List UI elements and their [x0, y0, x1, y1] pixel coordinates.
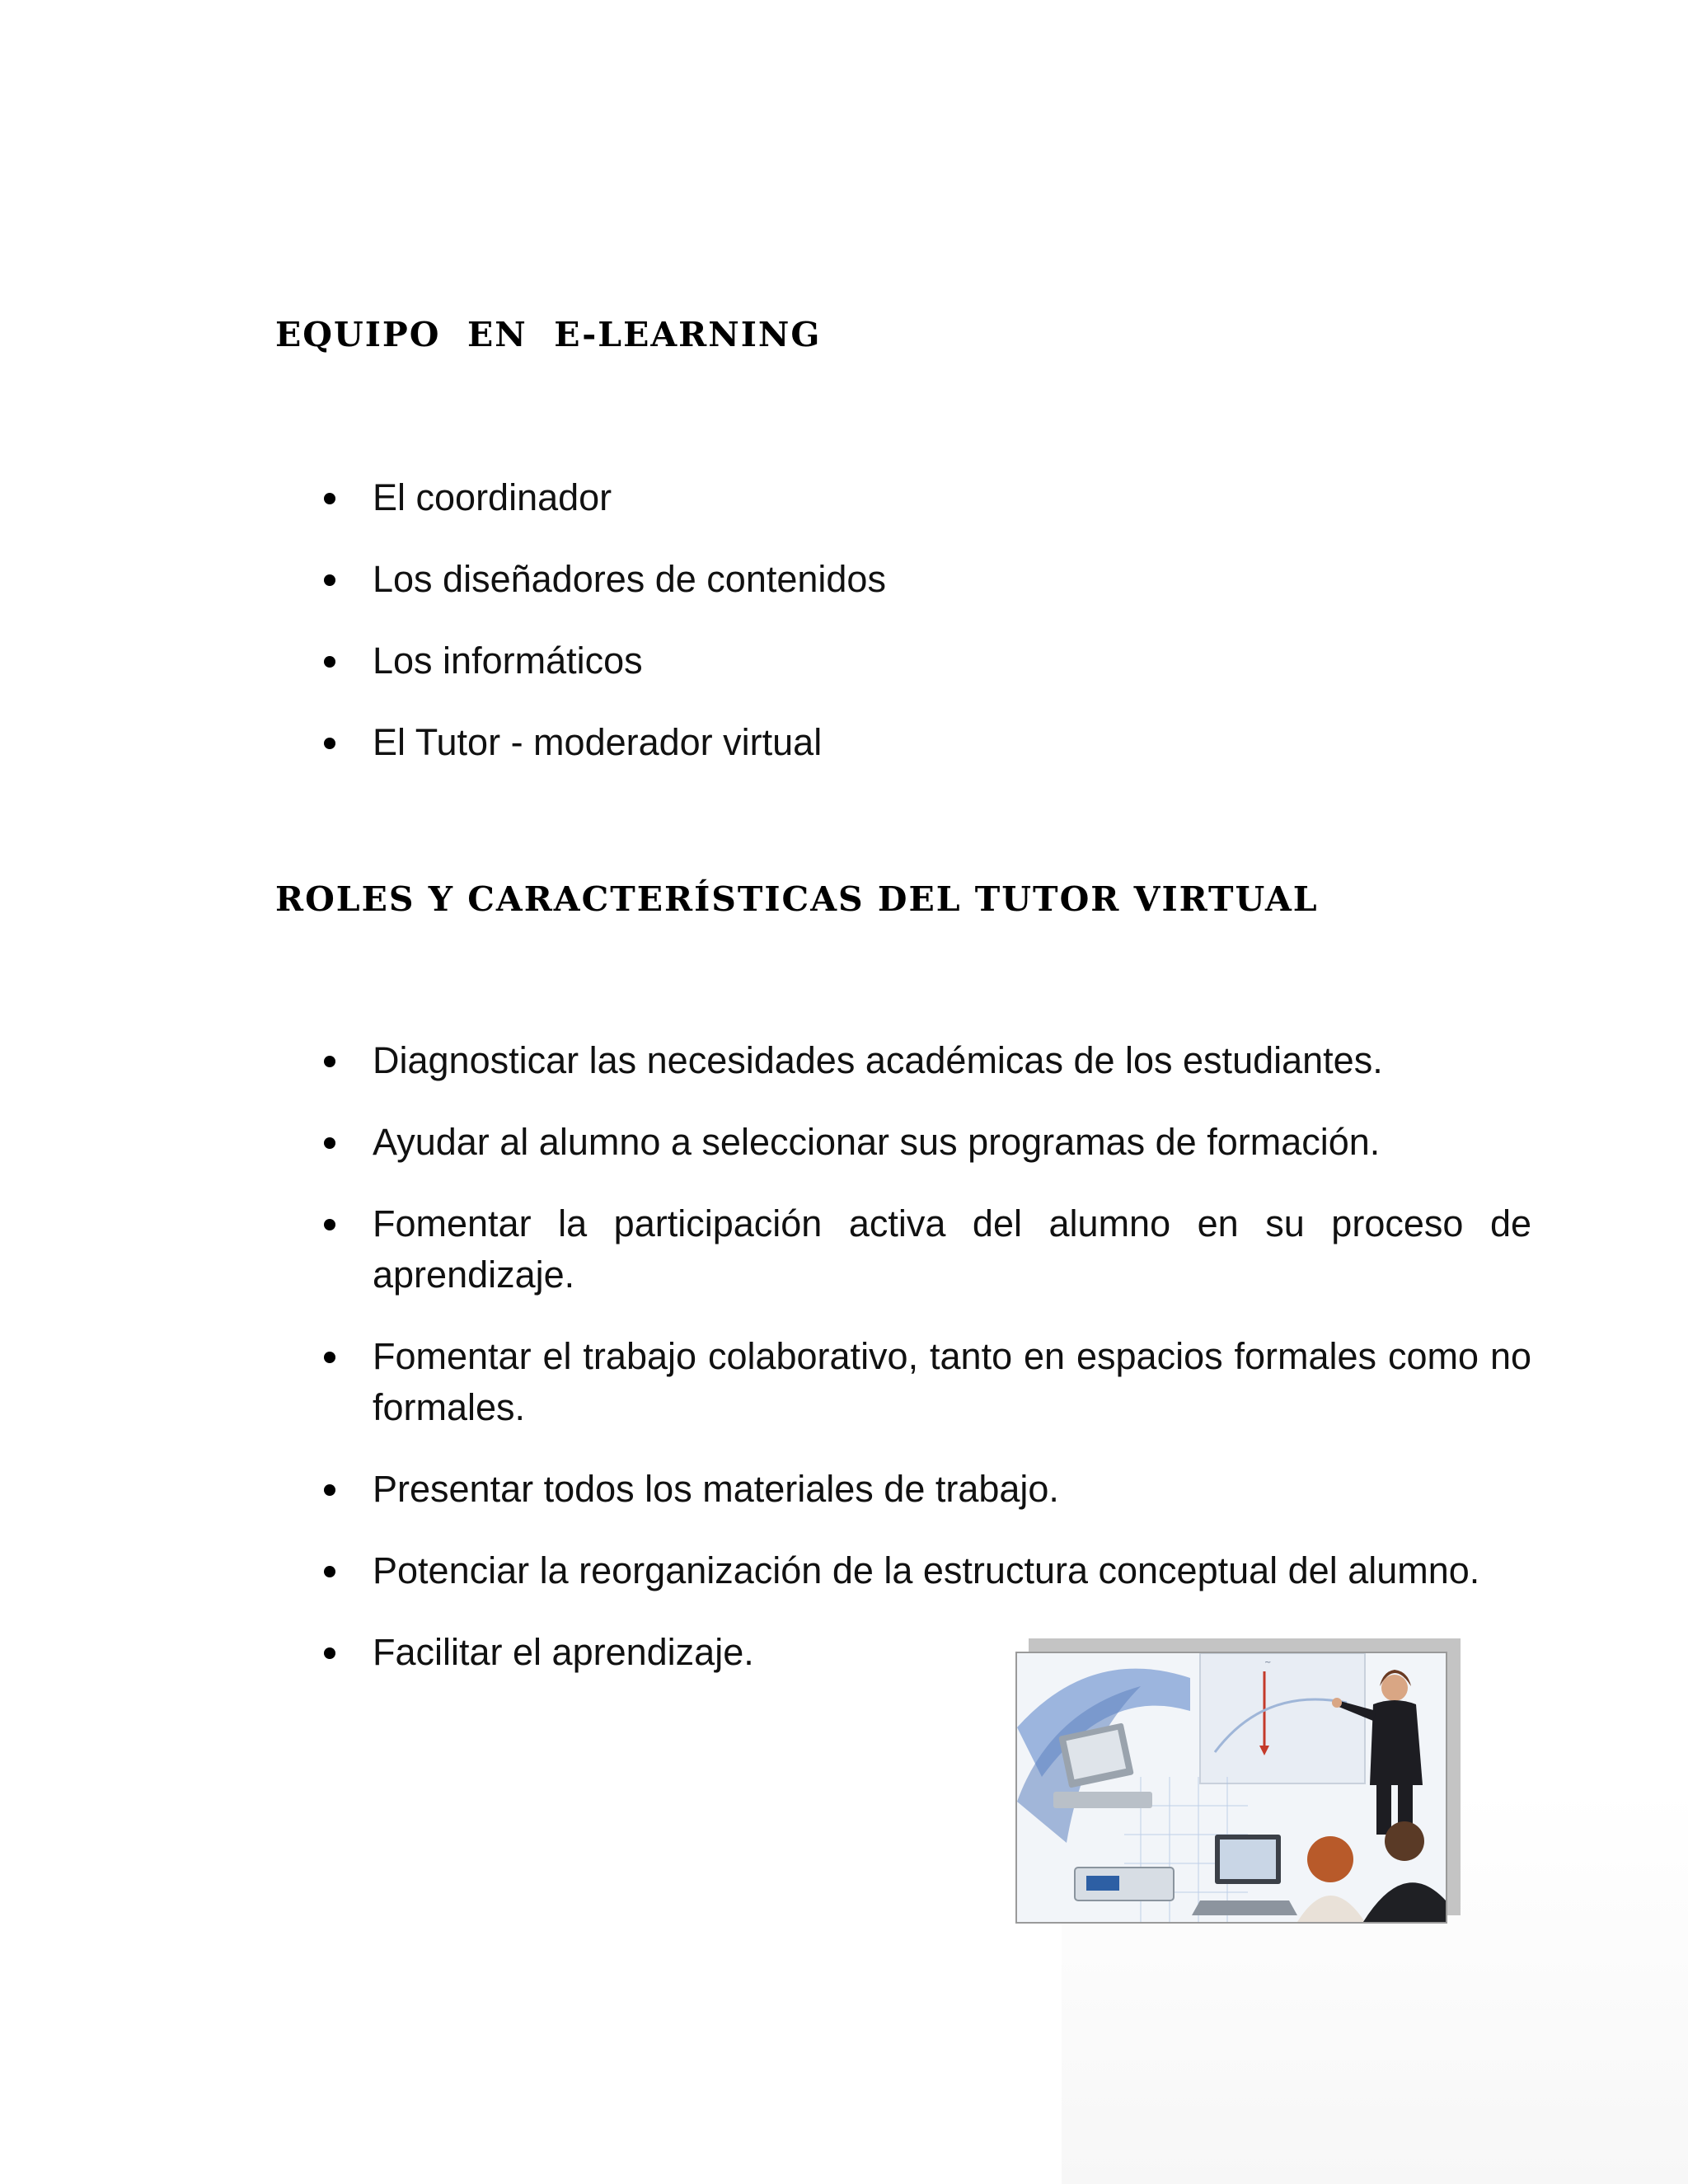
svg-text:~: ~ [1264, 1658, 1272, 1667]
list-item: Los diseñadores de contenidos [0, 554, 1531, 605]
list-item: Fomentar la participación activa del alumno en su proceso de aprendizaje. [0, 1198, 1531, 1301]
classroom-illustration [1015, 1638, 1461, 1922]
section-heading-roles: ROLES Y CARACTERÍSTICAS DEL TUTOR VIRTUAL [275, 879, 1319, 919]
team-list [0, 472, 1688, 799]
bullet-icon [324, 656, 335, 668]
list-item: Presentar todos los materiales de trabajo. [0, 1464, 1531, 1515]
roles-list [0, 1035, 1688, 1708]
bullet-icon [324, 1484, 335, 1496]
bullet-icon [324, 1056, 335, 1067]
bullet-icon [324, 493, 335, 504]
bullet-icon [324, 1137, 335, 1149]
list-item: Los informáticos [0, 635, 1531, 687]
classroom-presentation-icon [1017, 1653, 1446, 1922]
list-item: Facilitar el aprendizaje. [0, 1627, 1531, 1678]
list-item: Fomentar el trabajo colaborativo, tanto en espacios formales como no formales. [0, 1331, 1531, 1433]
list-item: Ayudar al alumno a seleccionar sus programas de formación. [0, 1117, 1531, 1168]
bullet-icon [324, 1566, 335, 1577]
list-item: El coordinador [0, 472, 1531, 523]
section-heading-team: EQUIPO EN E-LEARNING [275, 315, 822, 354]
classroom-photo [1015, 1652, 1447, 1924]
list-item: Potenciar la reorganización de la estructura conceptual del alumno. [0, 1545, 1531, 1596]
bullet-icon [324, 1219, 335, 1230]
bullet-icon [324, 1352, 335, 1363]
bullet-icon [324, 574, 335, 586]
list-item: El Tutor - moderador virtual [0, 717, 1531, 768]
bullet-icon [324, 1647, 335, 1659]
bullet-icon [324, 738, 335, 749]
list-item: Diagnosticar las necesidades académicas de los estudiantes. [0, 1035, 1531, 1086]
